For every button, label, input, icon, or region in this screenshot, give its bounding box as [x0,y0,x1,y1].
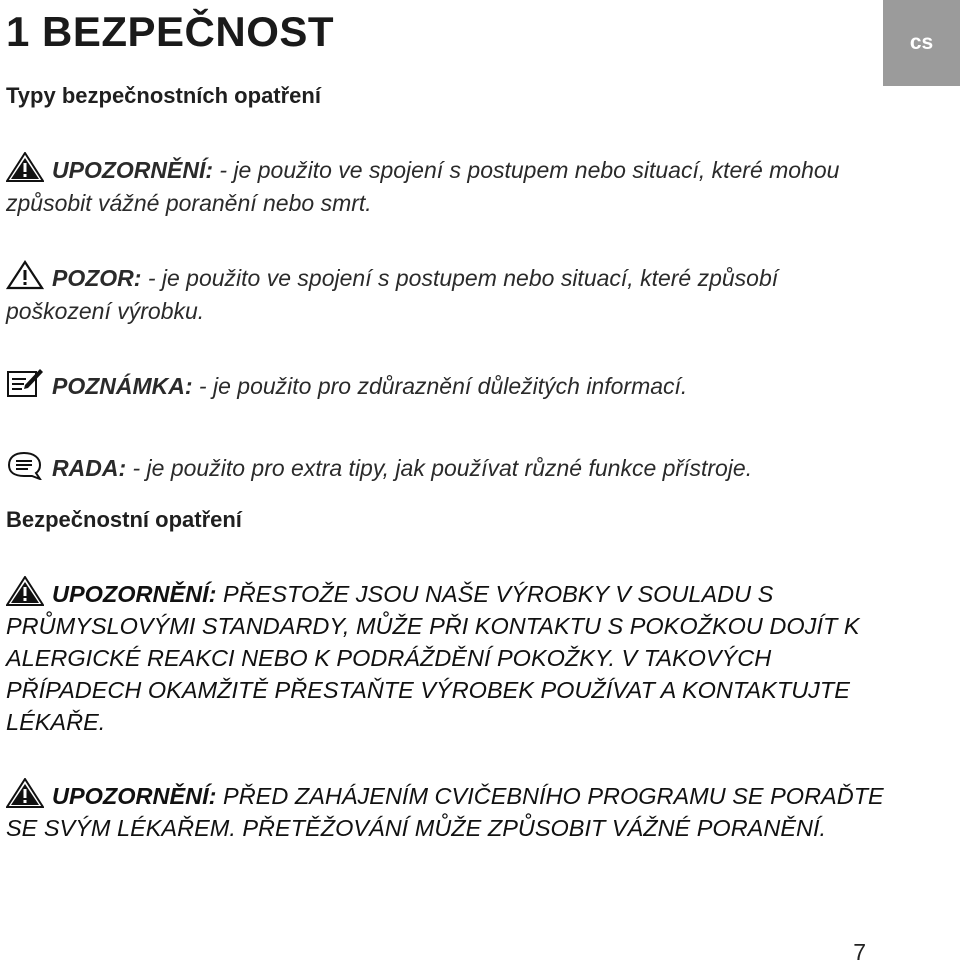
notice-label: UPOZORNĚNÍ: [52,157,213,183]
warning-filled-icon [6,152,44,182]
warning-filled-icon [6,576,44,606]
notice-text: - je použito ve spojení s postupem nebo situací, které mohou způsobit vážné poranění nebo smrt. [6,157,840,216]
tip-notice [6,450,886,485]
notice-label: POZNÁMKA: [52,373,193,399]
notice-text: PŘESTOŽE JSOU NAŠE VÝROBKY V SOULADU S PRŮMYSLOVÝMI STANDARDY, MŮŽE PŘI KONTAKTU S POKOŽKOU DOJÍT K ALERGICKÉ REAKCI NEBO K PODRÁŽDĚNÍ POKOŽKY. V TAKOVÝCH PŘÍPADECH OKAMŽITĚ PŘESTAŇTE VÝROBEK POUŽÍVAT A KONTAKTUJTE LÉKAŘE. [6,581,860,735]
section-heading-precautions: Bezpečnostní opatření [6,507,242,532]
tip-icon [6,450,44,480]
allergy-warning-notice [6,576,886,738]
notice-label: POZOR: [52,265,142,291]
note-icon [6,368,44,398]
warning-filled-icon [6,778,44,808]
notice-text: - je použito ve spojení s postupem nebo situací, které způsobí poškození výrobku. [6,265,779,324]
note-notice [6,368,886,403]
caution-notice [6,260,886,328]
page-number: 7 [853,939,866,965]
notice-label: UPOZORNĚNÍ: [52,581,217,607]
notice-label: UPOZORNĚNÍ: [52,783,217,809]
notice-text: - je použito pro zdůraznění důležitých informací. [192,373,688,399]
language-tab: cs [883,0,960,86]
warning-outline-icon [6,260,44,290]
chapter-title: 1 BEZPEČNOST [6,8,335,55]
notice-label: RADA: [52,455,127,481]
warning-notice [6,152,886,220]
notice-text: PŘED ZAHÁJENÍM CVIČEBNÍHO PROGRAMU SE PORAĎTE SE SVÝM LÉKAŘEM. PŘETĚŽOVÁNÍ MŮŽE ZPŮSOBIT VÁŽNÉ PORANĚNÍ. [6,783,884,841]
section-heading-types: Typy bezpečnostních opatření [6,83,321,108]
exercise-warning-notice [6,778,886,844]
notice-text: - je použito pro extra tipy, jak používat různé funkce přístroje. [126,455,753,481]
